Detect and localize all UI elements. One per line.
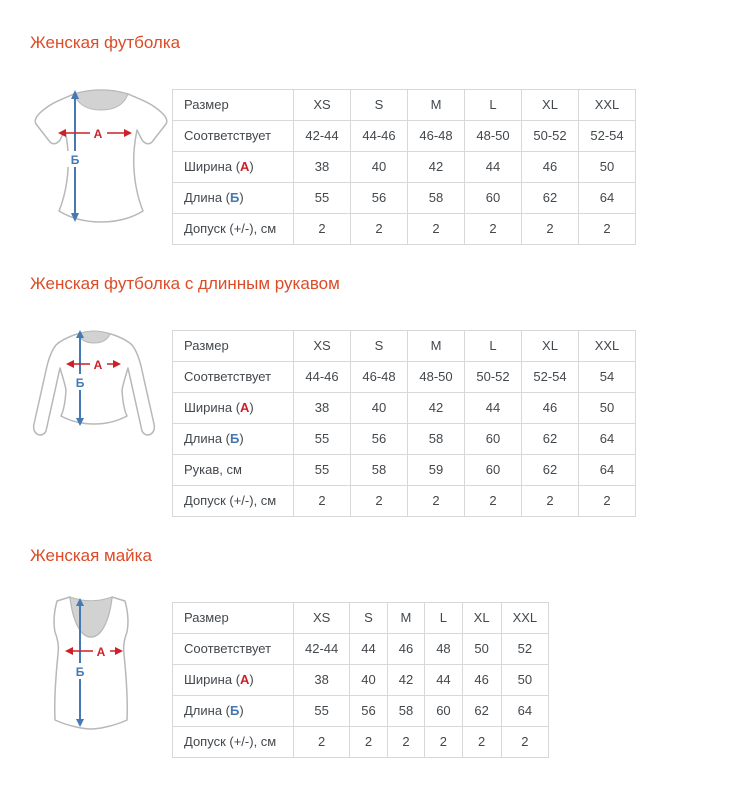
row-label: Длина (Б) (173, 696, 294, 727)
measure-letter: Б (230, 190, 240, 205)
size-value-cell: 42 (408, 152, 465, 183)
section-longsleeve (30, 274, 733, 517)
size-value-cell: 50-52 (465, 362, 522, 393)
size-value-cell: 2 (522, 214, 579, 245)
size-value-cell: 2 (408, 214, 465, 245)
size-value-cell: 50-52 (522, 121, 579, 152)
size-value-cell: 44-46 (351, 121, 408, 152)
size-value-cell: 42 (387, 665, 424, 696)
size-value-cell: 46-48 (408, 121, 465, 152)
size-value-cell: M (408, 331, 465, 362)
size-value-cell: XXL (579, 90, 636, 121)
size-value-cell: 2 (465, 214, 522, 245)
garment-outline (34, 332, 155, 436)
size-table (172, 330, 636, 517)
size-value-cell: 56 (351, 424, 408, 455)
size-value-cell: XS (294, 603, 350, 634)
size-value-cell: 42-44 (294, 121, 351, 152)
size-value-cell: M (387, 603, 424, 634)
table-row (173, 331, 636, 362)
size-value-cell: 40 (351, 393, 408, 424)
table-row (173, 424, 636, 455)
width-label: А (96, 645, 106, 659)
size-value-cell: 55 (294, 183, 351, 214)
size-value-cell: 2 (425, 727, 462, 758)
longsleeve-diagram (30, 330, 172, 442)
measure-letter: Б (230, 703, 240, 718)
measure-letter: А (240, 672, 250, 687)
size-value-cell: S (351, 331, 408, 362)
tank-diagram (30, 602, 172, 734)
size-value-cell: 60 (425, 696, 462, 727)
size-value-cell: 38 (294, 393, 351, 424)
row-label: Допуск (+/-), см (173, 214, 294, 245)
size-value-cell: 2 (408, 486, 465, 517)
size-value-cell: 2 (294, 486, 351, 517)
size-value-cell: 48-50 (465, 121, 522, 152)
size-value-cell: 58 (351, 455, 408, 486)
size-value-cell: 46-48 (351, 362, 408, 393)
size-value-cell: 60 (465, 424, 522, 455)
row-label: Размер (173, 331, 294, 362)
size-value-cell: 40 (351, 152, 408, 183)
length-label: Б (70, 153, 80, 167)
size-value-cell: 59 (408, 455, 465, 486)
tank-diagram-svg (30, 594, 160, 734)
table-row (173, 214, 636, 245)
size-value-cell: 42 (408, 393, 465, 424)
size-value-cell: 50 (579, 152, 636, 183)
size-value-cell: 56 (350, 696, 387, 727)
size-value-cell: 60 (465, 455, 522, 486)
row-label: Допуск (+/-), см (173, 727, 294, 758)
length-label: Б (75, 376, 85, 390)
size-value-cell: S (351, 90, 408, 121)
measure-letter: А (240, 400, 250, 415)
size-value-cell: 2 (579, 214, 636, 245)
section-tshirt (30, 33, 733, 245)
size-value-cell: 2 (351, 214, 408, 245)
size-value-cell: 38 (294, 665, 350, 696)
size-value-cell: M (408, 90, 465, 121)
size-value-cell: 50 (462, 634, 501, 665)
width-label: А (93, 127, 103, 141)
size-value-cell: 64 (501, 696, 549, 727)
size-value-cell: 64 (579, 183, 636, 214)
longsleeve-diagram-svg (30, 328, 160, 442)
size-value-cell: 62 (522, 455, 579, 486)
size-value-cell: 48 (425, 634, 462, 665)
size-value-cell: 2 (294, 727, 350, 758)
size-value-cell: 55 (294, 424, 351, 455)
size-value-cell: 55 (294, 455, 351, 486)
size-value-cell: 38 (294, 152, 351, 183)
size-value-cell: XL (522, 90, 579, 121)
size-value-cell: 44 (350, 634, 387, 665)
table-row (173, 152, 636, 183)
section-content (30, 602, 733, 758)
size-value-cell: L (465, 331, 522, 362)
measure-letter: Б (230, 431, 240, 446)
size-value-cell: S (350, 603, 387, 634)
size-value-cell: 50 (579, 393, 636, 424)
table-row (173, 455, 636, 486)
size-value-cell: 60 (465, 183, 522, 214)
row-label: Ширина (А) (173, 152, 294, 183)
section-title: Женская футболка с длинным рукавом (30, 274, 340, 293)
table-row (173, 90, 636, 121)
size-table (172, 89, 636, 245)
row-label: Рукав, см (173, 455, 294, 486)
measure-letter: А (240, 159, 250, 174)
size-value-cell: 62 (522, 424, 579, 455)
size-value-cell: XS (294, 90, 351, 121)
size-value-cell: L (465, 90, 522, 121)
table-row (173, 634, 549, 665)
size-value-cell: XL (462, 603, 501, 634)
table-row (173, 183, 636, 214)
size-value-cell: 2 (501, 727, 549, 758)
row-label: Соответствует (173, 634, 294, 665)
size-value-cell: 58 (387, 696, 424, 727)
row-label: Ширина (А) (173, 393, 294, 424)
size-value-cell: 46 (522, 152, 579, 183)
size-value-cell: XXL (579, 331, 636, 362)
row-label: Размер (173, 603, 294, 634)
size-value-cell: XS (294, 331, 351, 362)
size-value-cell: 46 (462, 665, 501, 696)
section-title: Женская футболка (30, 33, 181, 52)
size-value-cell: 2 (465, 486, 522, 517)
tshirt-diagram (30, 89, 172, 227)
size-value-cell: 62 (522, 183, 579, 214)
row-label: Соответствует (173, 121, 294, 152)
size-value-cell: 44-46 (294, 362, 351, 393)
size-value-cell: 44 (465, 152, 522, 183)
row-label: Допуск (+/-), см (173, 486, 294, 517)
row-label: Длина (Б) (173, 424, 294, 455)
size-value-cell: 2 (294, 214, 351, 245)
size-value-cell: 64 (579, 424, 636, 455)
size-value-cell: 2 (351, 486, 408, 517)
size-value-cell: 44 (465, 393, 522, 424)
section-content (30, 89, 733, 245)
row-label: Соответствует (173, 362, 294, 393)
size-value-cell: 50 (501, 665, 549, 696)
table-row (173, 603, 549, 634)
size-value-cell: 62 (462, 696, 501, 727)
size-value-cell: XXL (501, 603, 549, 634)
table-row (173, 696, 549, 727)
size-value-cell: 48-50 (408, 362, 465, 393)
size-value-cell: 46 (522, 393, 579, 424)
length-label: Б (75, 665, 85, 679)
section-title: Женская майка (30, 546, 152, 565)
table-row (173, 727, 549, 758)
size-value-cell: XL (522, 331, 579, 362)
size-value-cell: 58 (408, 424, 465, 455)
table-row (173, 393, 636, 424)
section-content (30, 330, 733, 517)
size-value-cell: 40 (350, 665, 387, 696)
row-label: Размер (173, 90, 294, 121)
size-table (172, 602, 549, 758)
size-value-cell: 2 (350, 727, 387, 758)
table-row (173, 121, 636, 152)
size-value-cell: 2 (579, 486, 636, 517)
width-label: А (93, 358, 103, 372)
size-value-cell: 58 (408, 183, 465, 214)
size-value-cell: 54 (579, 362, 636, 393)
tshirt-diagram-svg (30, 85, 174, 227)
size-value-cell: 52-54 (579, 121, 636, 152)
table-row (173, 362, 636, 393)
size-value-cell: 52 (501, 634, 549, 665)
size-value-cell: 55 (294, 696, 350, 727)
size-value-cell: 42-44 (294, 634, 350, 665)
size-value-cell: 2 (387, 727, 424, 758)
row-label: Длина (Б) (173, 183, 294, 214)
size-value-cell: 56 (351, 183, 408, 214)
size-value-cell: 2 (522, 486, 579, 517)
size-value-cell: 52-54 (522, 362, 579, 393)
size-value-cell: 2 (462, 727, 501, 758)
size-value-cell: 46 (387, 634, 424, 665)
section-tank (30, 546, 733, 758)
table-row (173, 486, 636, 517)
row-label: Ширина (А) (173, 665, 294, 696)
size-value-cell: 44 (425, 665, 462, 696)
size-value-cell: L (425, 603, 462, 634)
size-value-cell: 64 (579, 455, 636, 486)
table-row (173, 665, 549, 696)
